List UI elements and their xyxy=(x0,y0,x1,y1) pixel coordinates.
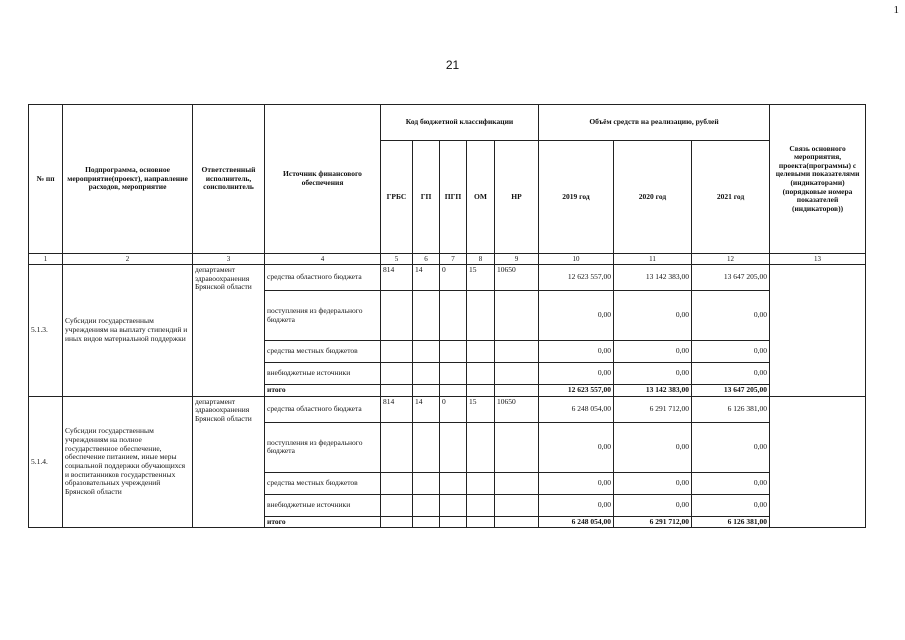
grbs-cell xyxy=(381,363,413,385)
amount-2019-cell: 0,00 xyxy=(539,291,614,341)
column-index-cell: 4 xyxy=(265,254,381,265)
gp-cell xyxy=(413,494,440,516)
amount-2021-cell: 0,00 xyxy=(692,341,770,363)
om-cell xyxy=(467,472,495,494)
pgp-cell xyxy=(440,472,467,494)
program-name: Субсидии государственным учреждениям на полное государственное обеспечение, обеспечение питанием, иные меры социальной поддержки обучающихся и воспитанников государственных образовательных учреждений Брянской области xyxy=(63,396,193,528)
header-program: Подпрограмма, основное мероприятие(проект), направление расходов, мероприятие xyxy=(63,105,193,254)
om-cell xyxy=(467,422,495,472)
total-2019-cell: 6 248 054,00 xyxy=(539,516,614,528)
column-index-cell: 6 xyxy=(413,254,440,265)
om-cell: 15 xyxy=(467,265,495,291)
nr-cell xyxy=(495,341,539,363)
pgp-cell xyxy=(440,422,467,472)
budget-table-body xyxy=(29,254,866,528)
header-2019: 2019 год xyxy=(539,141,614,254)
header-om: ОМ xyxy=(467,141,495,254)
header-executor: Ответственный исполнитель, соисполнитель xyxy=(193,105,265,254)
column-index-cell: 13 xyxy=(770,254,866,265)
amount-2019-cell: 12 623 557,00 xyxy=(539,265,614,291)
gp-cell: 14 xyxy=(413,396,440,422)
header-gp: ГП xyxy=(413,141,440,254)
grbs-cell: 814 xyxy=(381,265,413,291)
header-kbk-group: Код бюджетной классификации xyxy=(381,105,539,141)
column-index-cell: 8 xyxy=(467,254,495,265)
grbs-cell: 814 xyxy=(381,396,413,422)
source-cell: поступления из федерального бюджета xyxy=(265,422,381,472)
pgp-cell xyxy=(440,363,467,385)
budget-table xyxy=(28,104,866,528)
grbs-cell xyxy=(381,341,413,363)
column-index-cell: 7 xyxy=(440,254,467,265)
grbs-cell xyxy=(381,422,413,472)
pgp-cell: 0 xyxy=(440,265,467,291)
source-cell: средства местных бюджетов xyxy=(265,341,381,363)
amount-2019-cell: 0,00 xyxy=(539,341,614,363)
grbs-cell xyxy=(381,494,413,516)
header-2020: 2020 год xyxy=(614,141,692,254)
nr-cell: 10650 xyxy=(495,396,539,422)
row-number: 5.1.3. xyxy=(29,265,63,397)
amount-2021-cell: 0,00 xyxy=(692,363,770,385)
total-2021-cell: 6 126 381,00 xyxy=(692,516,770,528)
amount-2019-cell: 0,00 xyxy=(539,363,614,385)
header-pgp: ПГП xyxy=(440,141,467,254)
total-2020-cell: 6 291 712,00 xyxy=(614,516,692,528)
grbs-cell xyxy=(381,291,413,341)
amount-2020-cell: 0,00 xyxy=(614,363,692,385)
nr-cell xyxy=(495,291,539,341)
empty-code-cell xyxy=(413,516,440,528)
amount-2019-cell: 0,00 xyxy=(539,422,614,472)
amount-2020-cell: 0,00 xyxy=(614,422,692,472)
header-link: Связь основного мероприятия, проекта(программы) с целевыми показателями (индикаторами) (порядковые номера показателей (индикаторов)) xyxy=(770,105,866,254)
amount-2021-cell: 0,00 xyxy=(692,472,770,494)
empty-code-cell xyxy=(440,385,467,397)
total-2021-cell: 13 647 205,00 xyxy=(692,385,770,397)
amount-2021-cell: 0,00 xyxy=(692,291,770,341)
om-cell xyxy=(467,363,495,385)
pgp-cell xyxy=(440,291,467,341)
amount-2021-cell: 13 647 205,00 xyxy=(692,265,770,291)
gp-cell xyxy=(413,341,440,363)
om-cell xyxy=(467,291,495,341)
total-label: итого xyxy=(265,385,381,397)
nr-cell xyxy=(495,363,539,385)
pgp-cell xyxy=(440,341,467,363)
pgp-cell xyxy=(440,494,467,516)
pgp-cell: 0 xyxy=(440,396,467,422)
amount-2020-cell: 6 291 712,00 xyxy=(614,396,692,422)
amount-2021-cell: 0,00 xyxy=(692,422,770,472)
indicator-link-cell xyxy=(770,396,866,528)
header-2021: 2021 год xyxy=(692,141,770,254)
row-number: 5.1.4. xyxy=(29,396,63,528)
amount-2020-cell: 0,00 xyxy=(614,341,692,363)
om-cell: 15 xyxy=(467,396,495,422)
program-name: Субсидии государственным учреждениям на выплату стипендий и иных видов материальной поддержки xyxy=(63,265,193,397)
amount-2019-cell: 6 248 054,00 xyxy=(539,396,614,422)
empty-code-cell xyxy=(495,385,539,397)
page-corner-mark: 1 xyxy=(893,4,899,16)
amount-2019-cell: 0,00 xyxy=(539,472,614,494)
amount-2020-cell: 13 142 383,00 xyxy=(614,265,692,291)
empty-code-cell xyxy=(467,385,495,397)
column-index-cell: 3 xyxy=(193,254,265,265)
header-volume-group: Объём средств на реализацию, рублей xyxy=(539,105,770,141)
nr-cell: 10650 xyxy=(495,265,539,291)
column-index-cell: 9 xyxy=(495,254,539,265)
amount-2020-cell: 0,00 xyxy=(614,291,692,341)
column-index-cell: 11 xyxy=(614,254,692,265)
source-cell: средства областного бюджета xyxy=(265,265,381,291)
source-cell: средства областного бюджета xyxy=(265,396,381,422)
nr-cell xyxy=(495,422,539,472)
executor-name: департамент здравоохранения Брянской области xyxy=(193,265,265,397)
gp-cell xyxy=(413,363,440,385)
column-index-cell: 5 xyxy=(381,254,413,265)
executor-name: департамент здравоохранения Брянской области xyxy=(193,396,265,528)
column-index-cell: 10 xyxy=(539,254,614,265)
amount-2021-cell: 6 126 381,00 xyxy=(692,396,770,422)
table-row xyxy=(29,396,866,422)
amount-2019-cell: 0,00 xyxy=(539,494,614,516)
amount-2021-cell: 0,00 xyxy=(692,494,770,516)
gp-cell xyxy=(413,422,440,472)
header-nr: НР xyxy=(495,141,539,254)
source-cell: внебюджетные источники xyxy=(265,363,381,385)
empty-code-cell xyxy=(381,385,413,397)
empty-code-cell xyxy=(495,516,539,528)
om-cell xyxy=(467,341,495,363)
amount-2020-cell: 0,00 xyxy=(614,472,692,494)
header-source: Источник финансового обеспечения xyxy=(265,105,381,254)
total-2020-cell: 13 142 383,00 xyxy=(614,385,692,397)
column-index-cell: 2 xyxy=(63,254,193,265)
empty-code-cell xyxy=(413,385,440,397)
source-cell: внебюджетные источники xyxy=(265,494,381,516)
empty-code-cell xyxy=(467,516,495,528)
grbs-cell xyxy=(381,472,413,494)
header-num: № пп xyxy=(29,105,63,254)
source-cell: поступления из федерального бюджета xyxy=(265,291,381,341)
source-cell: средства местных бюджетов xyxy=(265,472,381,494)
om-cell xyxy=(467,494,495,516)
column-index-cell: 12 xyxy=(692,254,770,265)
total-2019-cell: 12 623 557,00 xyxy=(539,385,614,397)
column-index-row xyxy=(29,254,866,265)
page-number: 21 xyxy=(445,58,460,72)
column-index-cell: 1 xyxy=(29,254,63,265)
empty-code-cell xyxy=(381,516,413,528)
nr-cell xyxy=(495,494,539,516)
nr-cell xyxy=(495,472,539,494)
header-grbs: ГРБС xyxy=(381,141,413,254)
gp-cell: 14 xyxy=(413,265,440,291)
gp-cell xyxy=(413,291,440,341)
gp-cell xyxy=(413,472,440,494)
table-row xyxy=(29,265,866,291)
indicator-link-cell xyxy=(770,265,866,397)
amount-2020-cell: 0,00 xyxy=(614,494,692,516)
total-label: итого xyxy=(265,516,381,528)
empty-code-cell xyxy=(440,516,467,528)
